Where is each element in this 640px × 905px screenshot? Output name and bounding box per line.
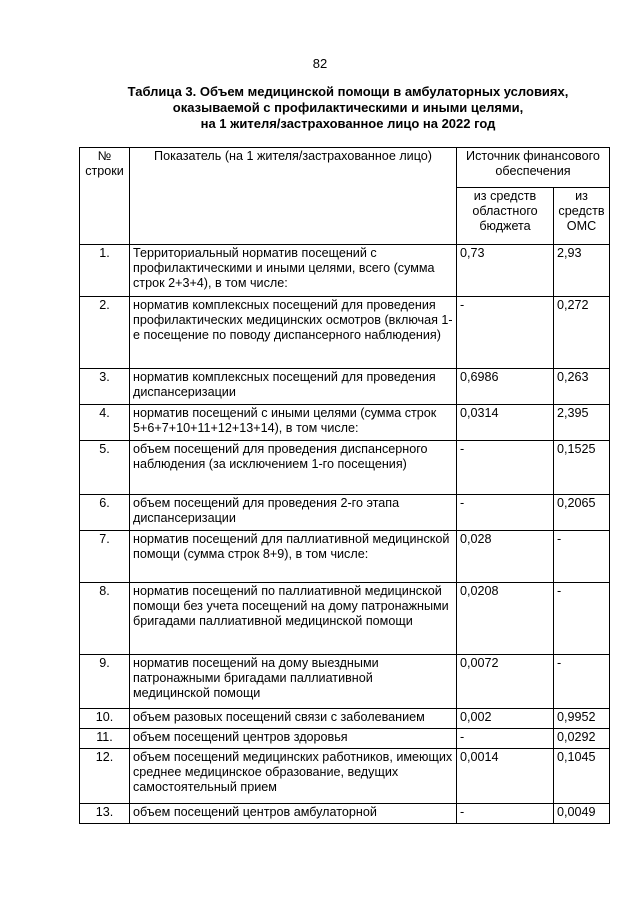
indicator-cell: Территориальный норматив посещений с профилактическими и иными целями, всего (сумма строк 2+3+4), в том числе: xyxy=(130,245,457,297)
indicator-cell: объем разовых посещений связи с заболеванием xyxy=(130,709,457,729)
row-number-cell: 11. xyxy=(80,729,130,749)
regional-budget-value-cell: 0,73 xyxy=(457,245,554,297)
regional-budget-value-cell: 0,0208 xyxy=(457,583,554,655)
regional-budget-value-cell: 0,0072 xyxy=(457,655,554,709)
header-row-number: № строки xyxy=(80,148,130,245)
regional-budget-value-cell: - xyxy=(457,804,554,824)
oms-value-cell: 0,2065 xyxy=(554,495,610,531)
row-number-cell: 3. xyxy=(80,369,130,405)
row-number-cell: 13. xyxy=(80,804,130,824)
header-oms: из средств ОМС xyxy=(554,188,610,245)
row-number-cell: 1. xyxy=(80,245,130,297)
regional-budget-value-cell: - xyxy=(457,297,554,369)
row-number-cell: 2. xyxy=(80,297,130,369)
table-title xyxy=(60,84,636,132)
table-body xyxy=(80,245,610,824)
table-row xyxy=(80,369,610,405)
oms-value-cell: - xyxy=(554,583,610,655)
oms-value-cell: 0,1045 xyxy=(554,749,610,804)
header-regional-budget: из средств областного бюджета xyxy=(457,188,554,245)
regional-budget-value-cell: - xyxy=(457,495,554,531)
oms-value-cell: - xyxy=(554,531,610,583)
indicator-cell: норматив посещений для паллиативной медицинской помощи (сумма строк 8+9), в том числе: xyxy=(130,531,457,583)
regional-budget-value-cell: 0,0314 xyxy=(457,405,554,441)
table-row xyxy=(80,441,610,495)
indicator-cell: норматив посещений на дому выездными патронажными бригадами паллиативной медицинской помощи xyxy=(130,655,457,709)
row-number-cell: 12. xyxy=(80,749,130,804)
regional-budget-value-cell: 0,6986 xyxy=(457,369,554,405)
indicator-cell: объем посещений для проведения 2-го этапа диспансеризации xyxy=(130,495,457,531)
regional-budget-value-cell: 0,0014 xyxy=(457,749,554,804)
table-row xyxy=(80,655,610,709)
indicator-cell: объем посещений для проведения диспансерного наблюдения (за исключением 1-го посещения) xyxy=(130,441,457,495)
row-number-cell: 7. xyxy=(80,531,130,583)
oms-value-cell: 0,0049 xyxy=(554,804,610,824)
table-row xyxy=(80,583,610,655)
row-number-cell: 10. xyxy=(80,709,130,729)
table-title-line-3: на 1 жителя/застрахованное лицо на 2022 год xyxy=(200,116,496,131)
row-number-cell: 8. xyxy=(80,583,130,655)
oms-value-cell: 2,395 xyxy=(554,405,610,441)
header-funding-source: Источник финансового обеспечения xyxy=(457,148,610,188)
table-row xyxy=(80,749,610,804)
medical-care-volume-table xyxy=(79,147,610,824)
table-title-line-1: Таблица 3. Объем медицинской помощи в амбулаторных условиях, xyxy=(127,84,569,99)
table-row xyxy=(80,495,610,531)
table-row xyxy=(80,804,610,824)
row-number-cell: 9. xyxy=(80,655,130,709)
indicator-cell: норматив комплексных посещений для проведения диспансеризации xyxy=(130,369,457,405)
indicator-cell: объем посещений медицинских работников, имеющих среднее медицинское образование, ведущих самостоятельный прием xyxy=(130,749,457,804)
indicator-cell: норматив комплексных посещений для проведения профилактических медицинских осмотров (включая 1-е посещение по поводу диспансерного наблюдения) xyxy=(130,297,457,369)
oms-value-cell: 0,272 xyxy=(554,297,610,369)
regional-budget-value-cell: 0,002 xyxy=(457,709,554,729)
indicator-cell: норматив посещений с иными целями (сумма строк 5+6+7+10+11+12+13+14), в том числе: xyxy=(130,405,457,441)
oms-value-cell: - xyxy=(554,655,610,709)
oms-value-cell: 0,1525 xyxy=(554,441,610,495)
regional-budget-value-cell: - xyxy=(457,729,554,749)
indicator-cell: норматив посещений по паллиативной медицинской помощи без учета посещений на дому патронажными бригадами паллиативной медицинской помощи xyxy=(130,583,457,655)
header-indicator: Показатель (на 1 жителя/застрахованное лицо) xyxy=(130,148,457,245)
table-row xyxy=(80,405,610,441)
indicator-cell: объем посещений центров здоровья xyxy=(130,729,457,749)
oms-value-cell: 2,93 xyxy=(554,245,610,297)
oms-value-cell: 0,9952 xyxy=(554,709,610,729)
regional-budget-value-cell: - xyxy=(457,441,554,495)
table-row xyxy=(80,531,610,583)
oms-value-cell: 0,0292 xyxy=(554,729,610,749)
oms-value-cell: 0,263 xyxy=(554,369,610,405)
table-title-line-2: оказываемой с профилактическими и иными целями, xyxy=(172,100,524,115)
row-number-cell: 5. xyxy=(80,441,130,495)
table-row xyxy=(80,245,610,297)
row-number-cell: 6. xyxy=(80,495,130,531)
table-row xyxy=(80,729,610,749)
table-row xyxy=(80,709,610,729)
regional-budget-value-cell: 0,028 xyxy=(457,531,554,583)
table-row xyxy=(80,297,610,369)
page-number: 82 xyxy=(312,56,328,71)
row-number-cell: 4. xyxy=(80,405,130,441)
indicator-cell: объем посещений центров амбулаторной xyxy=(130,804,457,824)
